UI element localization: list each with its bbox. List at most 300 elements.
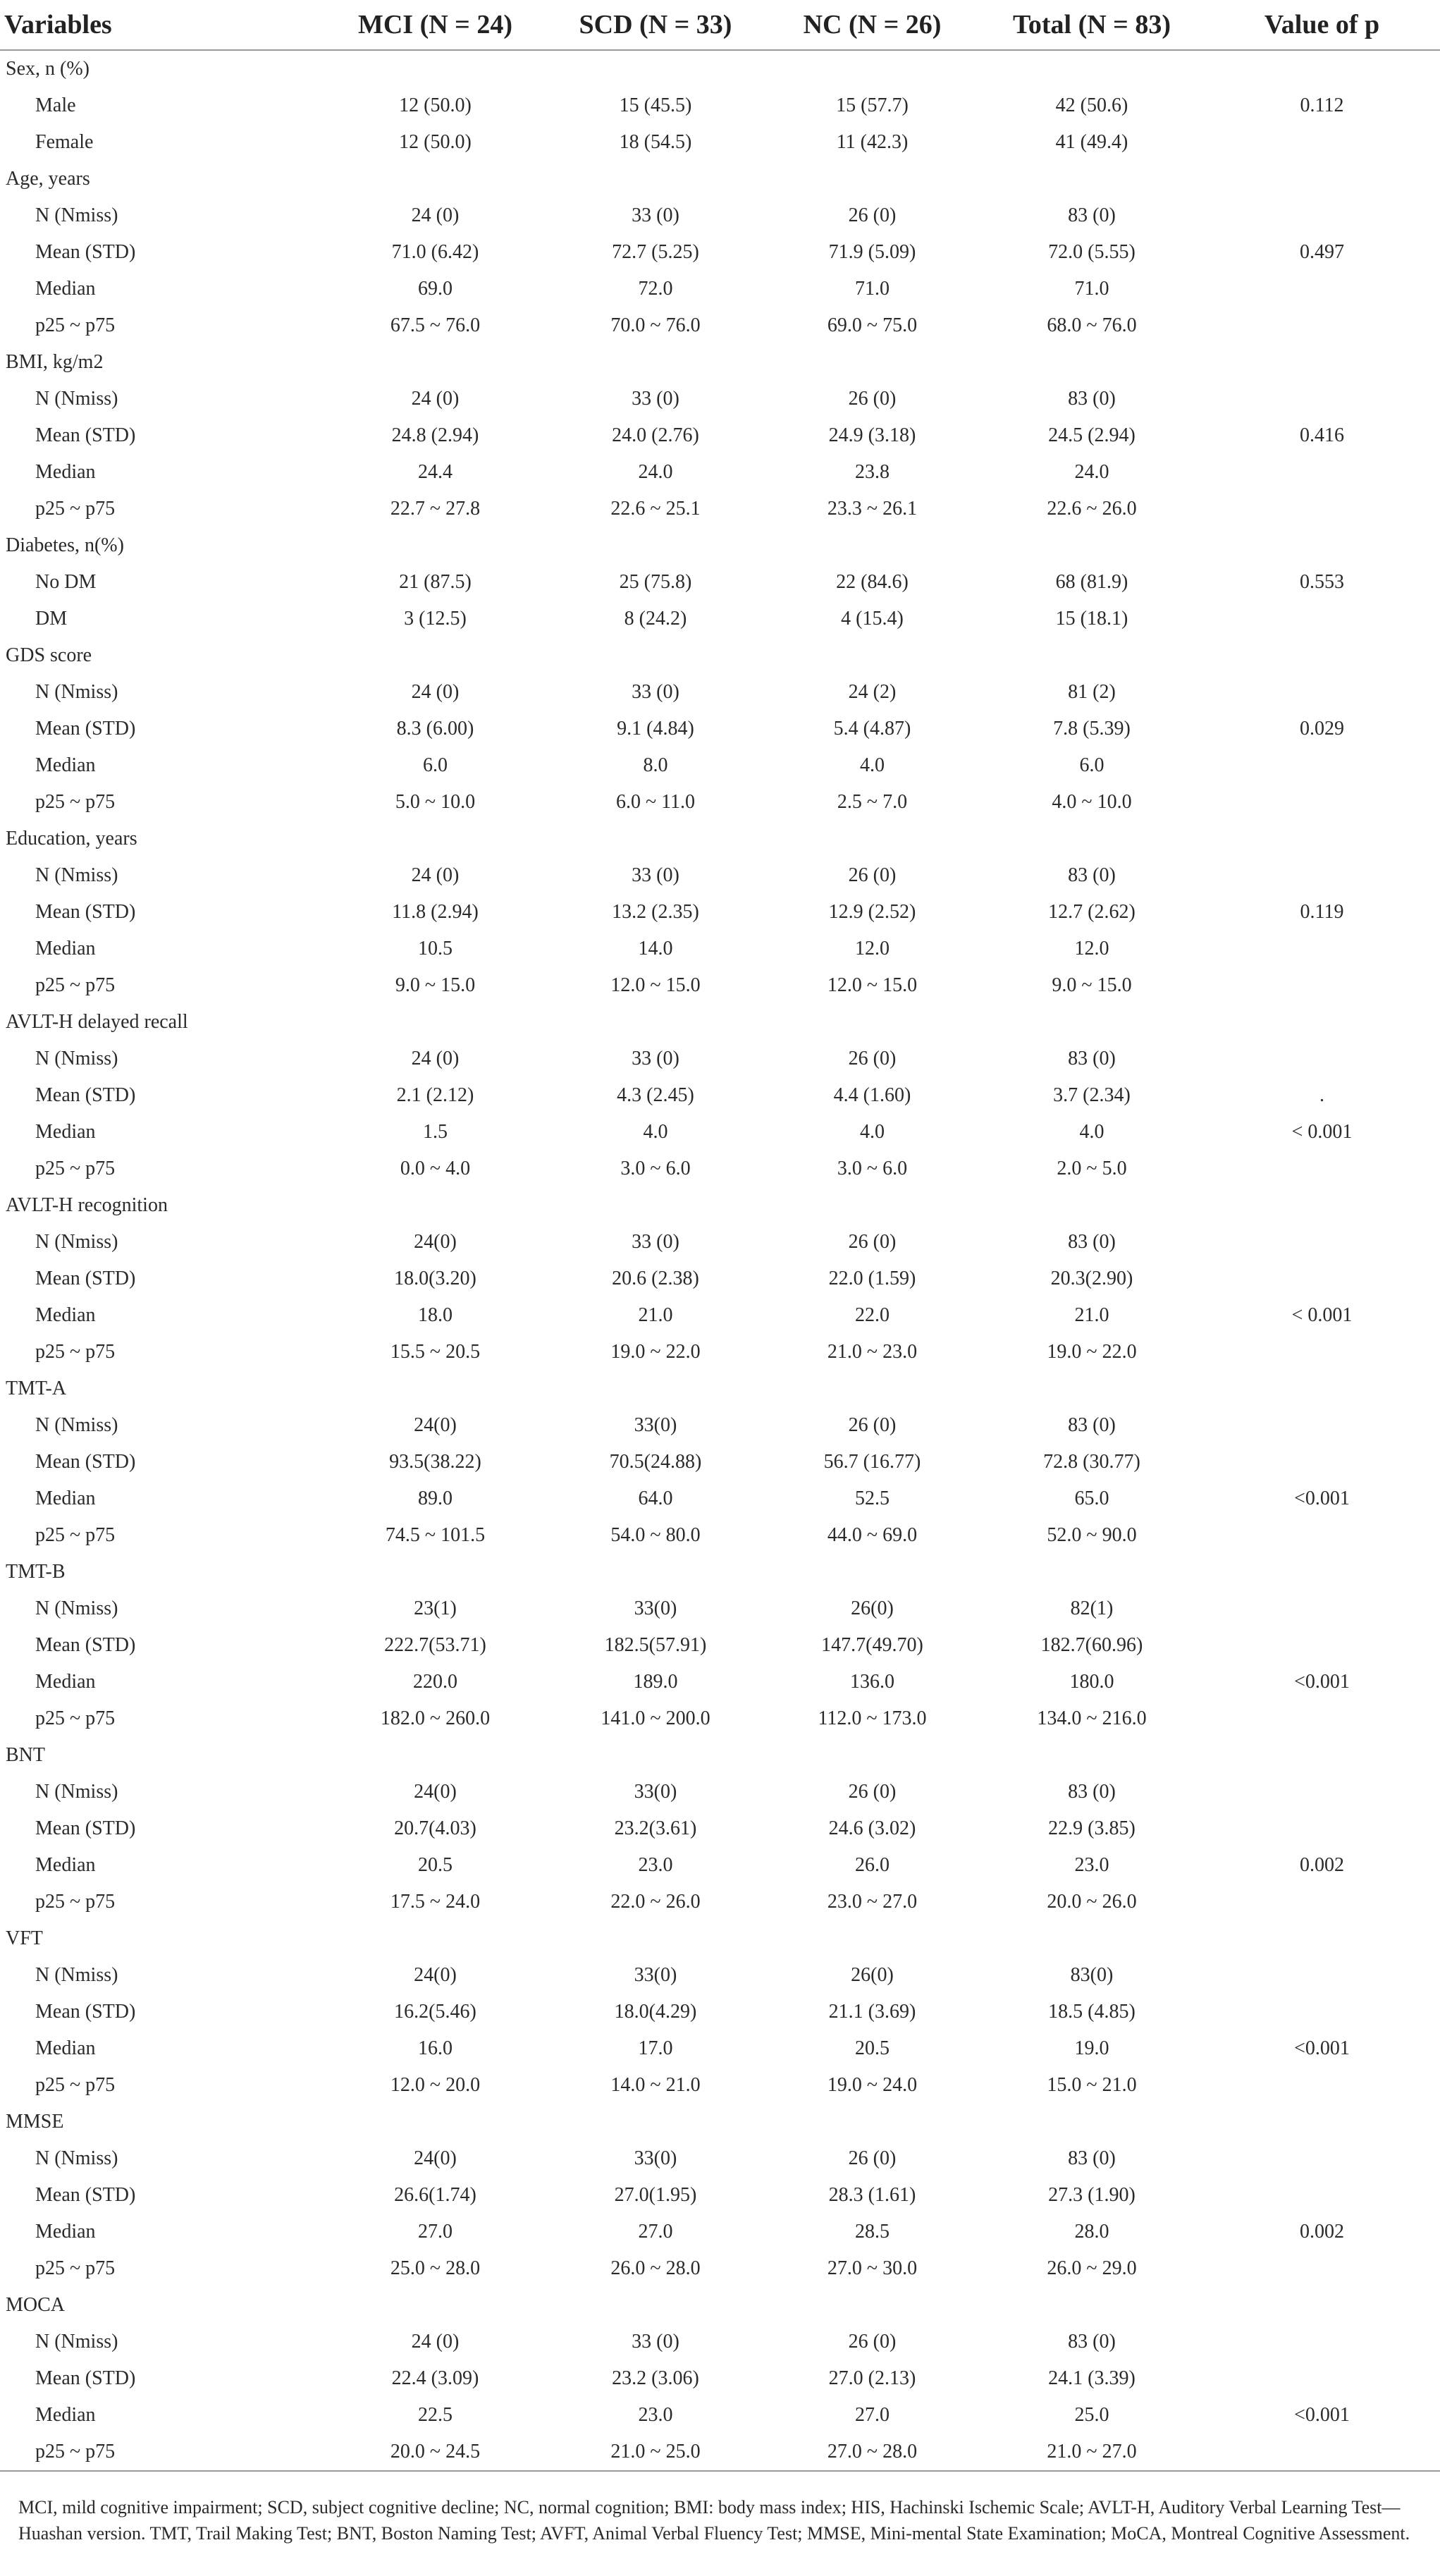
empty-cell (1204, 637, 1440, 674)
row-label: Median (35, 754, 96, 776)
table-row (0, 1334, 1440, 1370)
row-label: p25 ~ p75 (35, 498, 116, 520)
value-cell: 71.9 (5.09) (828, 241, 916, 263)
table-body (0, 50, 1440, 2471)
value-cell: 21.0 (638, 1304, 673, 1326)
empty-cell (546, 1737, 765, 1774)
value-cell: 33(0) (634, 1414, 677, 1436)
value-cell: 24 (2) (848, 681, 897, 703)
value-cell: 93.5(38.22) (389, 1451, 481, 1473)
value-cell: 4.0 (643, 1121, 668, 1143)
row-label: N (Nmiss) (35, 1048, 118, 1069)
value-cell: 12 (50.0) (399, 131, 472, 153)
value-cell: 33 (0) (632, 1048, 679, 1069)
value-cell: 26 (0) (848, 2331, 897, 2353)
value-cell: 4.0 (1079, 1121, 1104, 1143)
value-cell: 20.5 (418, 1854, 453, 1876)
row-label: N (Nmiss) (35, 1231, 118, 1253)
table-row (0, 2360, 1440, 2397)
value-cell: 89.0 (418, 1488, 453, 1509)
p-value-cell (1204, 197, 1440, 234)
empty-cell (324, 1920, 546, 1957)
table-row (0, 1884, 1440, 1920)
p-value-cell (1204, 2177, 1440, 2214)
p-value-cell (1204, 1810, 1440, 1847)
group-row (0, 1187, 1440, 1224)
value-cell: 22.0 ~ 26.0 (610, 1891, 701, 1913)
p-value-cell (1204, 2360, 1440, 2397)
value-cell: 23.0 (638, 2404, 673, 2426)
value-cell: 82(1) (1070, 1597, 1114, 1619)
value-cell: 52.0 ~ 90.0 (1047, 1524, 1137, 1546)
value-cell: 24.1 (3.39) (1048, 2367, 1136, 2389)
value-cell: 136.0 (850, 1671, 894, 1693)
table-row (0, 1774, 1440, 1810)
value-cell: 19.0 ~ 22.0 (610, 1341, 701, 1363)
table-row (0, 1297, 1440, 1334)
empty-cell (546, 1920, 765, 1957)
value-cell: 21.1 (3.69) (828, 2001, 916, 2023)
row-label: Mean (STD) (35, 1817, 136, 1839)
value-cell: 24.0 (2.76) (612, 424, 699, 446)
table-row (0, 1261, 1440, 1297)
value-cell: 21.0 ~ 23.0 (827, 1341, 918, 1363)
value-cell: 12.0 (855, 938, 890, 959)
table-row (0, 87, 1440, 124)
empty-cell (1204, 1370, 1440, 1407)
p-value-cell (1204, 674, 1440, 711)
value-cell: 72.7 (5.25) (612, 241, 699, 263)
value-cell: 24(0) (414, 1781, 457, 1803)
table-row (0, 894, 1440, 931)
value-cell: 70.5(24.88) (609, 1451, 702, 1473)
p-value-cell (1204, 454, 1440, 491)
table-row (0, 1224, 1440, 1261)
row-label: DM (35, 608, 68, 630)
value-cell: 4.3 (2.45) (617, 1084, 694, 1106)
row-label: Female (35, 131, 94, 153)
value-cell: 11 (42.3) (836, 131, 909, 153)
value-cell: 83 (0) (1068, 2147, 1116, 2169)
table-footnote: MCI, mild cognitive impairment; SCD, subject cognitive decline; NC, normal cognition; BMI: body mass index; HIS, Hachinski Ischemic Scale; AVLT-H, Auditory Verbal Learning Test—Huashan version. TMT, Trail Making Test; BNT, Boston Naming Test; AVFT, Animal Verbal Fluency Test; MMSE, Mini-mental State Examination; MoCA, Montreal Cognitive Assessment. (18, 2497, 1410, 2544)
value-cell: 27.0 (638, 2221, 673, 2243)
table-row (0, 2214, 1440, 2250)
value-cell: 24.0 (638, 461, 673, 483)
value-cell: 18 (54.5) (619, 131, 692, 153)
p-value-cell (1204, 1884, 1440, 1920)
value-cell: 21.0 ~ 25.0 (546, 2434, 765, 2471)
row-label: N (Nmiss) (35, 681, 118, 703)
p-value-cell (1204, 2324, 1440, 2360)
row-label: p25 ~ p75 (35, 791, 116, 813)
empty-cell (765, 1554, 980, 1590)
empty-cell (980, 527, 1204, 564)
value-cell: 8.3 (6.00) (396, 718, 474, 740)
value-cell: 54.0 ~ 80.0 (610, 1524, 701, 1546)
value-cell: 25.0 ~ 28.0 (390, 2257, 481, 2279)
value-cell: 83(0) (1070, 1964, 1114, 1986)
value-cell: 5.4 (4.87) (833, 718, 911, 740)
table-row (0, 1517, 1440, 1554)
p-value-cell (1204, 1957, 1440, 1994)
empty-cell (980, 50, 1204, 87)
row-label: Mean (STD) (35, 718, 136, 740)
value-cell: 22.9 (3.85) (1048, 1817, 1136, 1839)
empty-cell (980, 1187, 1204, 1224)
value-cell: 24.5 (2.94) (1048, 424, 1136, 446)
value-cell: 22.4 (3.09) (391, 2367, 479, 2389)
value-cell: 33 (0) (632, 681, 679, 703)
value-cell: 26 (0) (848, 1048, 897, 1069)
empty-cell (546, 50, 765, 87)
value-cell: 12.0 ~ 15.0 (827, 974, 918, 996)
table-row (0, 857, 1440, 894)
p-value-cell (1204, 857, 1440, 894)
table-row (0, 454, 1440, 491)
value-cell: 13.2 (2.35) (612, 901, 699, 923)
value-cell: 26 (0) (848, 1414, 897, 1436)
table-row (0, 381, 1440, 417)
value-cell: 22.6 ~ 25.1 (610, 498, 701, 520)
table-row (0, 1114, 1440, 1151)
value-cell: 12.9 (2.52) (828, 901, 916, 923)
value-cell: 24 (0) (411, 681, 460, 703)
p-value-cell (1204, 747, 1440, 784)
value-cell: 189.0 (633, 1671, 678, 1693)
row-label: Median (35, 1854, 96, 1876)
table-row (0, 2434, 1440, 2471)
p-value-cell (1204, 2140, 1440, 2177)
value-cell: 25 (75.8) (619, 571, 692, 593)
table-row (0, 2030, 1440, 2067)
row-label: p25 ~ p75 (0, 2434, 324, 2471)
empty-cell (765, 2104, 980, 2140)
value-cell: 3 (12.5) (404, 608, 467, 630)
row-label: p25 ~ p75 (35, 1707, 116, 1729)
value-cell: 83 (0) (1068, 204, 1116, 226)
row-label: p25 ~ p75 (35, 1158, 116, 1179)
column-header-2: SCD (N = 33) (546, 0, 765, 50)
value-cell: 52.5 (855, 1488, 890, 1509)
table-row (0, 674, 1440, 711)
table-row (0, 601, 1440, 637)
row-label: Median (35, 2037, 96, 2059)
value-cell: 23.2(3.61) (614, 1817, 697, 1839)
empty-cell (324, 344, 546, 381)
group-row (0, 2287, 1440, 2324)
group-label: VFT (6, 1927, 43, 1949)
value-cell: 8 (24.2) (624, 608, 687, 630)
value-cell: 134.0 ~ 216.0 (1037, 1707, 1147, 1729)
value-cell: 182.7(60.96) (1040, 1634, 1143, 1656)
value-cell: 28.0 (1074, 2221, 1109, 2243)
p-value-cell (1204, 1590, 1440, 1627)
value-cell: 12 (50.0) (399, 94, 472, 116)
empty-cell (1204, 2287, 1440, 2324)
value-cell: 4.0 (860, 754, 885, 776)
value-cell: 141.0 ~ 200.0 (601, 1707, 710, 1729)
value-cell: 2.0 ~ 5.0 (1057, 1158, 1127, 1179)
value-cell: 72.0 (5.55) (1048, 241, 1136, 263)
row-label: Mean (STD) (35, 901, 136, 923)
table-row (0, 234, 1440, 271)
row-label: Median (35, 278, 96, 300)
value-cell: 22.5 (418, 2404, 453, 2426)
value-cell: 41 (49.4) (1055, 131, 1128, 153)
empty-cell (324, 1187, 546, 1224)
value-cell: 12.7 (2.62) (1048, 901, 1136, 923)
row-label: p25 ~ p75 (35, 1524, 116, 1546)
value-cell: 15 (18.1) (1055, 608, 1128, 630)
value-cell: 26 (0) (848, 2147, 897, 2169)
row-label: Mean (STD) (35, 1268, 136, 1289)
empty-cell (324, 50, 546, 87)
group-label: AVLT-H recognition (6, 1194, 168, 1216)
p-value-cell: < 0.001 (1291, 1304, 1353, 1326)
value-cell: 26 (0) (848, 1781, 897, 1803)
value-cell: 69.0 ~ 75.0 (827, 314, 918, 336)
row-label: Median (35, 1488, 96, 1509)
column-header-0: Variables (0, 0, 324, 50)
value-cell: 24.4 (418, 461, 453, 483)
value-cell: 28.5 (855, 2221, 890, 2243)
row-label: Median (35, 2221, 96, 2243)
value-cell: 65.0 (1074, 1488, 1109, 1509)
header-row (0, 0, 1440, 50)
table-row (0, 124, 1440, 161)
p-value-cell (1204, 1700, 1440, 1737)
value-cell: 8.0 (643, 754, 668, 776)
row-label: Mean (STD) (35, 1634, 136, 1656)
value-cell: 4.0 (860, 1121, 885, 1143)
value-cell: 4 (15.4) (841, 608, 904, 630)
value-cell: 20.7(4.03) (394, 1817, 476, 1839)
row-label: Male (35, 94, 76, 116)
p-value-cell: <0.001 (1294, 2404, 1350, 2426)
value-cell: 12.0 (1074, 938, 1109, 959)
value-cell: 15.5 ~ 20.5 (390, 1341, 481, 1363)
table-row (0, 2067, 1440, 2104)
empty-cell (546, 1370, 765, 1407)
group-label: GDS score (6, 644, 92, 666)
empty-cell (546, 344, 765, 381)
value-cell: 12.0 ~ 20.0 (390, 2074, 481, 2096)
value-cell: 24(0) (414, 1231, 457, 1253)
value-cell: 20.3(2.90) (1050, 1268, 1133, 1289)
value-cell: 22.7 ~ 27.8 (390, 498, 481, 520)
empty-cell (765, 2287, 980, 2324)
empty-cell (1204, 1187, 1440, 1224)
value-cell: 26.0 ~ 29.0 (1047, 2257, 1137, 2279)
value-cell: 4.0 ~ 10.0 (1052, 791, 1132, 813)
value-cell: 20.0 ~ 24.5 (324, 2434, 546, 2471)
empty-cell (546, 637, 765, 674)
value-cell: 23.0 (1074, 1854, 1109, 1876)
value-cell: 33 (0) (632, 2331, 679, 2353)
value-cell: 24 (0) (411, 388, 460, 410)
empty-cell (546, 2287, 765, 2324)
table-row (0, 1810, 1440, 1847)
value-cell: 19.0 (1074, 2037, 1109, 2059)
row-label: Mean (STD) (35, 2001, 136, 2023)
p-value-cell: 0.002 (1300, 2221, 1344, 2243)
value-cell: 5.0 ~ 10.0 (395, 791, 476, 813)
value-cell: 27.0 ~ 30.0 (827, 2257, 918, 2279)
value-cell: 21.0 ~ 27.0 (980, 2434, 1204, 2471)
empty-cell (980, 821, 1204, 857)
p-value-cell (1204, 1041, 1440, 1077)
empty-cell (546, 821, 765, 857)
value-cell: 27.3 (1.90) (1048, 2184, 1136, 2206)
value-cell: 72.8 (30.77) (1043, 1451, 1140, 1473)
value-cell: 22.0 (855, 1304, 890, 1326)
value-cell: 22.0 (1.59) (828, 1268, 916, 1289)
value-cell: 64.0 (638, 1488, 673, 1509)
group-label: Education, years (6, 828, 137, 850)
table-row (0, 747, 1440, 784)
empty-cell (980, 2104, 1204, 2140)
group-row (0, 821, 1440, 857)
value-cell: 68 (81.9) (1055, 571, 1128, 593)
column-header-4: Total (N = 83) (980, 0, 1204, 50)
group-label: TMT-B (6, 1561, 66, 1583)
table-row (0, 2324, 1440, 2360)
table-row (0, 1151, 1440, 1187)
row-label: p25 ~ p75 (35, 1891, 116, 1913)
value-cell: 27.0(1.95) (614, 2184, 697, 2206)
row-label: Median (35, 461, 96, 483)
empty-cell (546, 1004, 765, 1041)
row-label: Median (35, 1304, 96, 1326)
value-cell: 83 (0) (1068, 1048, 1116, 1069)
empty-cell (1204, 1004, 1440, 1041)
row-label: Mean (STD) (35, 2367, 136, 2389)
value-cell: 1.5 (423, 1121, 448, 1143)
table-row (0, 1994, 1440, 2030)
table-row (0, 1847, 1440, 1884)
value-cell: 9.0 ~ 15.0 (395, 974, 476, 996)
table-row (0, 2250, 1440, 2287)
value-cell: 3.7 (2.34) (1053, 1084, 1131, 1106)
value-cell: 23.0 ~ 27.0 (827, 1891, 918, 1913)
row-label: N (Nmiss) (35, 388, 118, 410)
value-cell: 33(0) (634, 2147, 677, 2169)
value-cell: 24 (0) (411, 1048, 460, 1069)
value-cell: 23.0 (638, 1854, 673, 1876)
p-value-cell: 0.002 (1300, 1854, 1344, 1876)
empty-cell (980, 1737, 1204, 1774)
p-value-cell: <0.001 (1294, 2037, 1350, 2059)
value-cell: 27.0 ~ 28.0 (765, 2434, 980, 2471)
table-row (0, 784, 1440, 821)
value-cell: 20.0 ~ 26.0 (1047, 1891, 1137, 1913)
value-cell: 21 (87.5) (399, 571, 472, 593)
value-cell: 112.0 ~ 173.0 (818, 1707, 927, 1729)
value-cell: 18.5 (4.85) (1048, 2001, 1136, 2023)
value-cell: 19.0 ~ 22.0 (1047, 1341, 1137, 1363)
group-row (0, 344, 1440, 381)
value-cell: 27.0 (855, 2404, 890, 2426)
row-label: p25 ~ p75 (35, 1341, 116, 1363)
empty-cell (980, 1370, 1204, 1407)
value-cell: 7.8 (5.39) (1053, 718, 1131, 740)
table-row (0, 711, 1440, 747)
value-cell: 24.6 (3.02) (828, 1817, 916, 1839)
empty-cell (324, 2104, 546, 2140)
p-value-cell (1204, 1994, 1440, 2030)
p-value-cell: 0.553 (1300, 571, 1344, 593)
value-cell: 24(0) (414, 2147, 457, 2169)
group-label: MOCA (6, 2294, 66, 2316)
row-label: N (Nmiss) (35, 1414, 118, 1436)
value-cell: 6.0 ~ 11.0 (615, 791, 696, 813)
empty-cell (765, 344, 980, 381)
value-cell: 26.6(1.74) (394, 2184, 476, 2206)
value-cell: 81 (2) (1068, 681, 1116, 703)
value-cell: 33(0) (634, 1597, 677, 1619)
row-label: N (Nmiss) (35, 864, 118, 886)
p-value-cell (1204, 784, 1440, 821)
row-label: N (Nmiss) (35, 2331, 118, 2353)
value-cell: 23(1) (414, 1597, 457, 1619)
empty-cell (765, 527, 980, 564)
value-cell: 19.0 ~ 24.0 (827, 2074, 918, 2096)
table-row (0, 417, 1440, 454)
empty-cell (765, 637, 980, 674)
row-label: p25 ~ p75 (35, 974, 116, 996)
group-label: MMSE (6, 2111, 64, 2133)
empty-cell (1204, 2104, 1440, 2140)
value-cell: 26.0 ~ 28.0 (610, 2257, 701, 2279)
empty-cell (546, 527, 765, 564)
value-cell: 71.0 (6.42) (391, 241, 479, 263)
empty-cell (980, 344, 1204, 381)
value-cell: 23.8 (855, 461, 890, 483)
table-row (0, 1590, 1440, 1627)
p-value-cell (1204, 381, 1440, 417)
value-cell: 26 (0) (848, 388, 897, 410)
table-row (0, 1627, 1440, 1664)
empty-cell (324, 1370, 546, 1407)
p-value-cell (1204, 967, 1440, 1004)
group-label: AVLT-H delayed recall (6, 1011, 188, 1033)
value-cell: 6.0 (1079, 754, 1104, 776)
value-cell: 10.5 (418, 938, 453, 959)
table-row (0, 2140, 1440, 2177)
value-cell: 44.0 ~ 69.0 (827, 1524, 918, 1546)
p-value-cell: 0.416 (1300, 424, 1344, 446)
value-cell: 24 (0) (411, 864, 460, 886)
row-label: Median (35, 2404, 96, 2426)
empty-cell (765, 1920, 980, 1957)
value-cell: 3.0 ~ 6.0 (620, 1158, 691, 1179)
value-cell: 71.0 (1074, 278, 1109, 300)
value-cell: 24 (0) (411, 2331, 460, 2353)
value-cell: 16.2(5.46) (394, 2001, 476, 2023)
value-cell: 16.0 (418, 2037, 453, 2059)
value-cell: 83 (0) (1068, 2331, 1116, 2353)
table-row (0, 197, 1440, 234)
value-cell: 15 (45.5) (619, 94, 692, 116)
table-row (0, 564, 1440, 601)
table-row (0, 1700, 1440, 1737)
row-label: Mean (STD) (35, 241, 136, 263)
table-row (0, 1407, 1440, 1444)
value-cell: 6.0 (423, 754, 448, 776)
empty-cell (765, 1187, 980, 1224)
value-cell: 33 (0) (632, 388, 679, 410)
table-row (0, 1077, 1440, 1114)
